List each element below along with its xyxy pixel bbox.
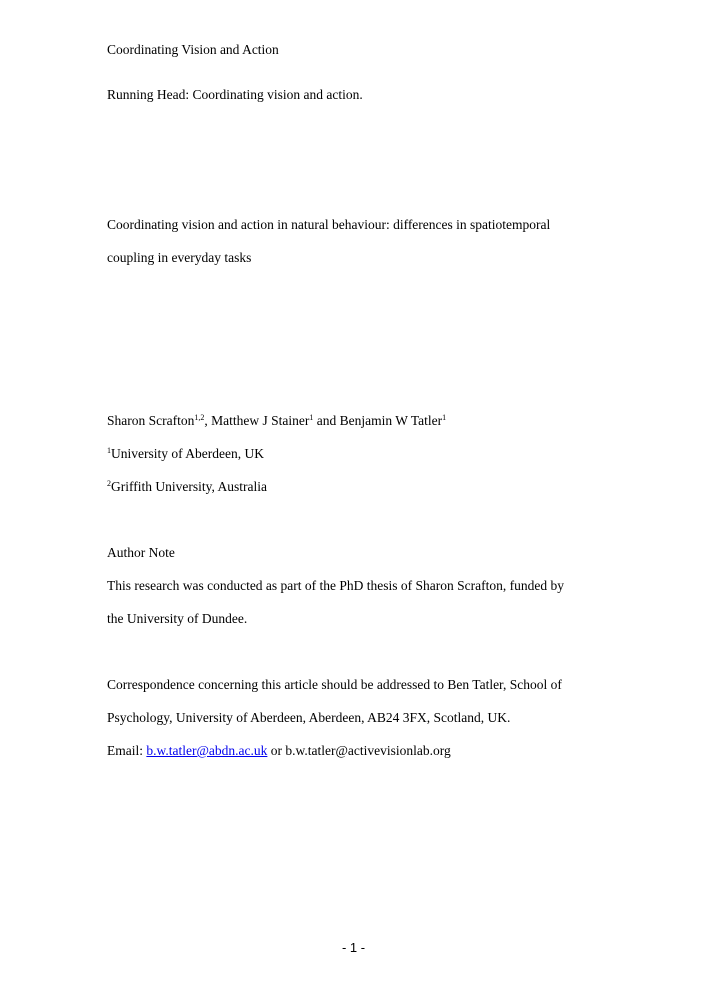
author-affiliation-mark: 1,2 <box>194 413 205 422</box>
email-link-abdn[interactable]: b.w.tatler@abdn.ac.uk <box>146 743 268 758</box>
author-note-heading: Author Note <box>107 545 175 560</box>
email-label: Email: <box>107 743 147 758</box>
author-separator: , <box>204 413 212 428</box>
author-name: Benjamin W Tatler <box>339 413 443 428</box>
running-head: Running Head: Coordinating vision and action. <box>107 87 363 102</box>
author-note-line-1: This research was conducted as part of the PhD thesis of Sharon Scrafton, funded by <box>107 578 565 593</box>
author-name: Sharon Scrafton <box>107 413 195 428</box>
affiliation-2 <box>107 478 267 496</box>
author-list <box>107 412 446 430</box>
article-title-line-2: coupling in everyday tasks <box>107 250 252 265</box>
email-activevisionlab: b.w.tatler@activevisionlab.org <box>285 743 451 758</box>
author-name: Matthew J Stainer <box>211 413 310 428</box>
author-affiliation-mark: 1 <box>309 413 314 422</box>
affiliation-1 <box>107 445 264 463</box>
author-separator: and <box>313 413 340 428</box>
email-separator: or <box>267 743 286 758</box>
affiliation-name: University of Aberdeen, UK <box>111 446 264 461</box>
author-note-line-2: the University of Dundee. <box>107 611 248 626</box>
short-title: Coordinating Vision and Action <box>107 42 279 57</box>
author-affiliation-mark: 1 <box>442 413 447 422</box>
article-title-line-1: Coordinating vision and action in natural behaviour: differences in spatiotemporal <box>107 217 551 232</box>
affiliation-mark: 1 <box>107 446 111 455</box>
page-number: - 1 - <box>341 940 366 955</box>
correspondence-line-1: Correspondence concerning this article should be addressed to Ben Tatler, School of <box>107 677 562 692</box>
correspondence-line-2: Psychology, University of Aberdeen, Aberdeen, AB24 3FX, Scotland, UK. <box>107 710 511 725</box>
affiliation-name: Griffith University, Australia <box>111 479 267 494</box>
affiliation-mark: 2 <box>107 479 111 488</box>
email-line <box>107 742 451 760</box>
